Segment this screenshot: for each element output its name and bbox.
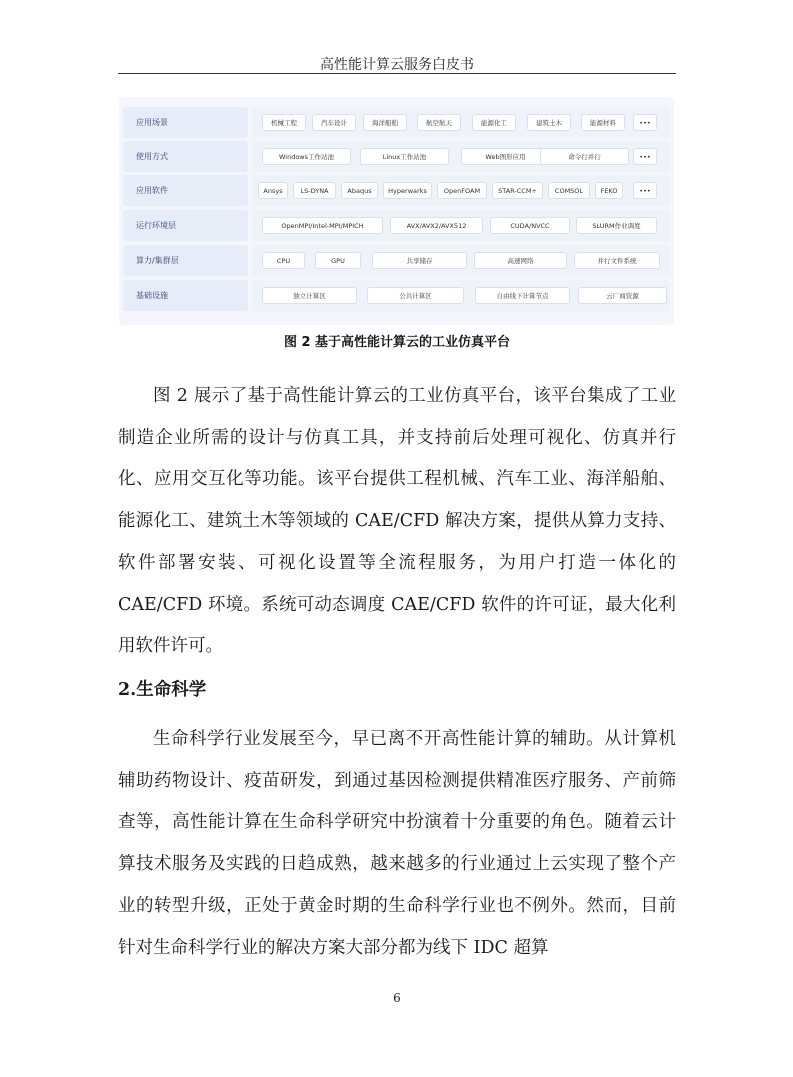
figure-row-usage-modes [123,141,671,172]
row-content [252,107,670,138]
chip: 独立计算区 [262,287,357,304]
chip: GPU [315,252,361,269]
chip: OpenMPI/Intel-MPI/MPICH [262,217,383,234]
body-paragraph-1 [118,376,676,668]
chip: 海洋船舶 [363,114,407,131]
row-content [252,141,670,172]
chip: 自由线下计算节点 [475,287,570,304]
row-label: 使用方式 [123,141,248,172]
figure-row-runtime-environment [123,210,671,241]
more-icon: ••• [633,182,657,199]
chip: STAR-CCM+ [492,182,543,199]
figure-row-application-software [123,175,671,206]
chip: OpenFOAM [437,182,487,199]
chip: CPU [262,252,305,269]
row-label: 运行环境层 [123,210,248,241]
header-rule [118,73,676,74]
figure-caption: 图 2 基于高性能计算云的工业仿真平台 [283,335,511,350]
row-content [252,210,670,241]
chip: SLURM作业调度 [576,217,657,234]
chip: 并行文件系统 [574,252,660,269]
chip: CUDA/NVCC [490,217,570,234]
row-label: 应用软件 [123,175,248,206]
chip: 建筑土木 [527,114,571,131]
figure-row-infrastructure [123,280,671,311]
chip: 共享储存 [372,252,467,269]
chip: 机械工程 [262,114,306,131]
more-icon: ••• [633,114,657,131]
chip: 公共计算区 [367,287,464,304]
figure-row-compute-cluster [123,245,671,276]
chip: Linux工作站池 [360,148,449,165]
body-paragraph-2 [118,719,676,969]
chip: 航空航天 [417,114,461,131]
architecture-figure [119,97,674,325]
chip: COMSOL [548,182,590,199]
page-number: 6 [393,991,401,1005]
running-header: 高性能计算云服务白皮书 [320,57,474,73]
paragraph-text: 生命科学行业发展至今，早已离不开高性能计算的辅助。从计算机辅助药物设计、疫苗研发，到通过基因检测提供精准医疗服务、产前筛查等，高性能计算在生命科学研究中扮演着十分重要的角色。随着云计算技术服务及实践的日趋成熟，越来越多的行业通过上云实现了整个产业的转型升级，正处于黄金时期的生命科学行业也不例外。然而，目前针对生命科学行业的解决方案大部分都为线下 IDC 超算 [118,729,676,958]
row-content [252,175,670,206]
more-icon: ••• [633,148,657,165]
row-label: 应用场景 [123,107,248,138]
figure-row-application-scenarios [123,107,671,138]
chip: 高速网络 [474,252,567,269]
chip: FEKO [595,182,623,199]
chip: 能源材料 [581,114,625,131]
section-heading: 2.生命科学 [118,680,207,700]
chip: 汽车设计 [312,114,356,131]
chip: Web图形应用 [461,148,550,165]
row-content [252,245,670,276]
row-label: 基础设施 [123,280,248,311]
chip: 云厂商资源 [578,287,667,304]
chip: Hyperwarks [383,182,432,199]
row-label: 算力/集群层 [123,245,248,276]
paragraph-text: 图 2 展示了基于高性能计算云的工业仿真平台，该平台集成了工业制造企业所需的设计与仿真工具，并支持前后处理可视化、仿真并行化、应用交互化等功能。该平台提供工程机械、汽车工业、海洋船舶、能源化工、建筑土木等领域的 CAE/CFD 解决方案，提供从算力支持、软件部署安装、可视化设置等全流程服务，为用户打造一体化的 CAE/CFD 环境。系统可动态调度 CAE/CFD 软件的许可证，最大化利用软件许可。 [118,386,676,657]
chip: LS-DYNA [293,182,336,199]
chip: Ansys [258,182,288,199]
chip: Abaqus [341,182,378,199]
chip: 命令行并行 [540,148,629,165]
chip: 能源化工 [472,114,516,131]
chip: AVX/AVX2/AVX512 [390,217,483,234]
row-content [252,280,670,311]
chip: Windows工作站池 [262,148,351,165]
